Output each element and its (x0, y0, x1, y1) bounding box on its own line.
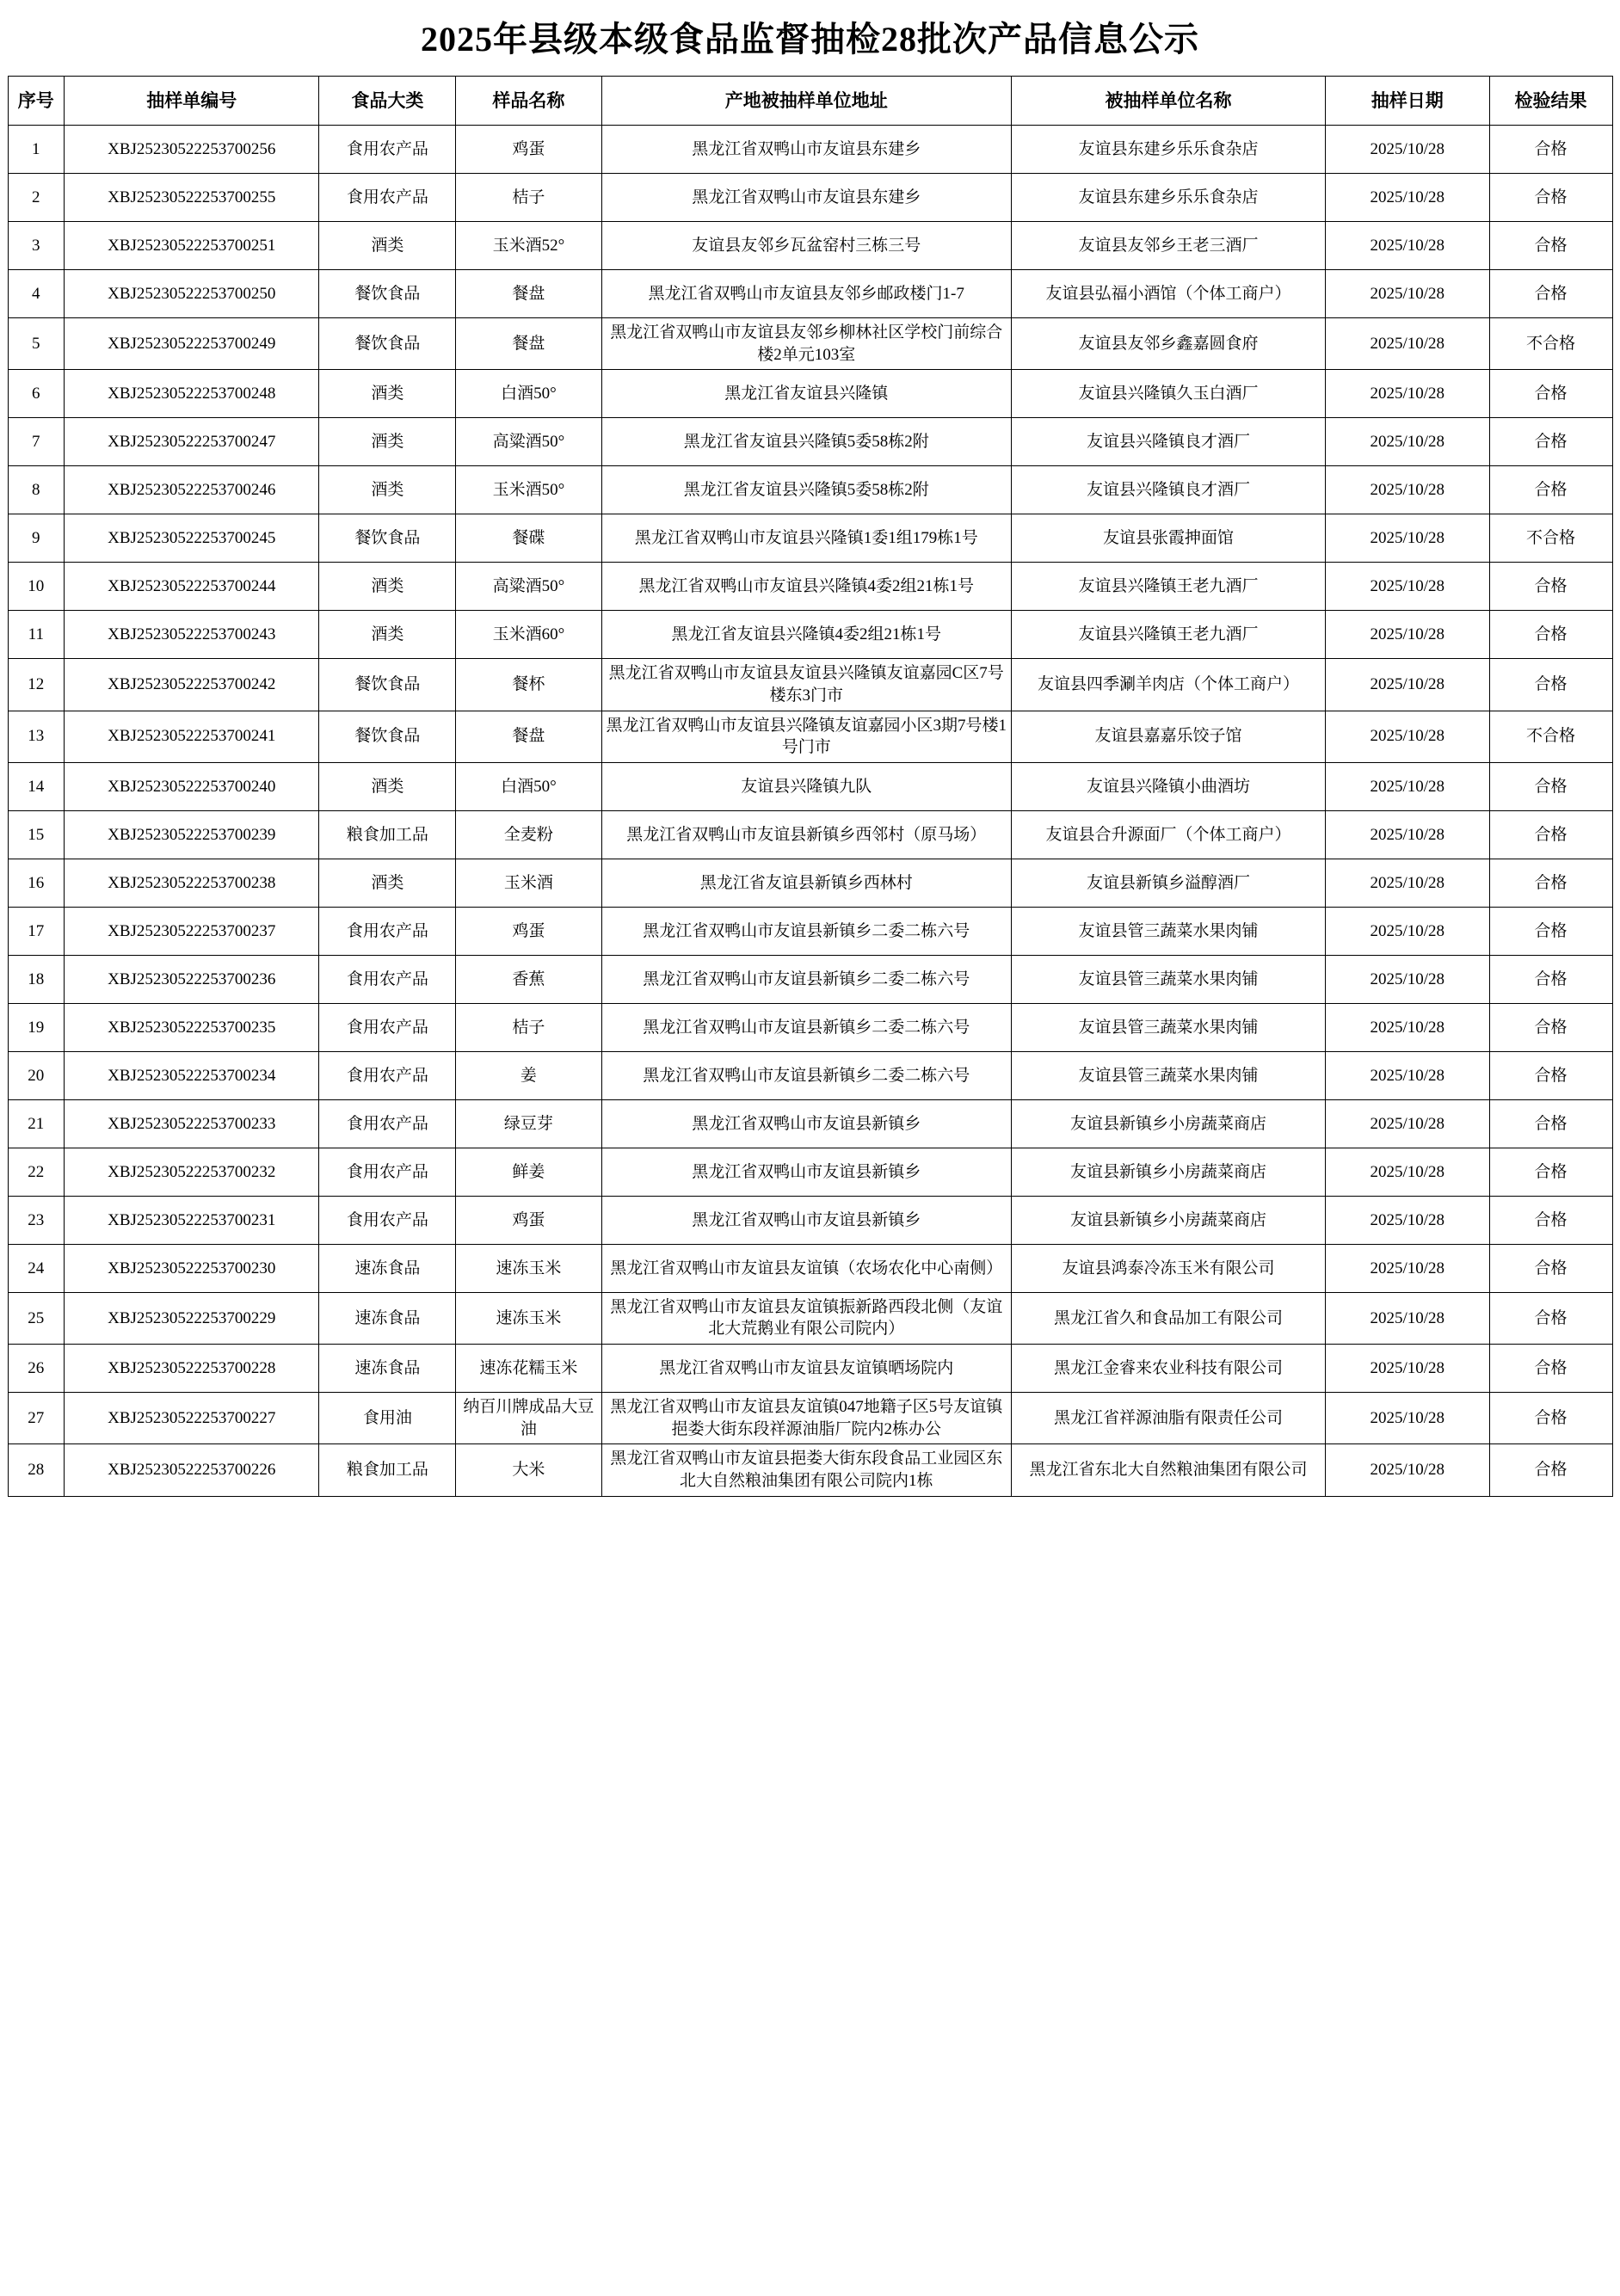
cell-index: 10 (8, 563, 65, 611)
cell-address: 黑龙江省双鸭山市友谊县友谊镇（农场农化中心南侧） (601, 1244, 1011, 1292)
cell-address: 黑龙江省双鸭山市友谊县兴隆镇4委2组21栋1号 (601, 563, 1011, 611)
cell-food-category: 食用农产品 (319, 1148, 456, 1196)
cell-index: 27 (8, 1393, 65, 1444)
cell-unit-name: 友谊县鸿泰冷冻玉米有限公司 (1011, 1244, 1325, 1292)
cell-food-category: 食用油 (319, 1393, 456, 1444)
cell-food-category: 酒类 (319, 370, 456, 418)
cell-food-category: 餐饮食品 (319, 270, 456, 318)
cell-sampling-date: 2025/10/28 (1326, 907, 1490, 955)
cell-unit-name: 友谊县张霞抻面馆 (1011, 514, 1325, 563)
cell-result: 合格 (1489, 1244, 1612, 1292)
cell-sample-name: 玉米酒60° (456, 611, 601, 659)
cell-food-category: 速冻食品 (319, 1345, 456, 1393)
cell-food-category: 餐饮食品 (319, 659, 456, 711)
cell-food-category: 酒类 (319, 222, 456, 270)
table-row (8, 466, 1612, 514)
cell-sampling-code: XBJ25230522253700226 (65, 1444, 319, 1496)
cell-address: 黑龙江省双鸭山市友谊县新镇乡二委二栋六号 (601, 1003, 1011, 1051)
cell-food-category: 粮食加工品 (319, 810, 456, 859)
cell-sampling-date: 2025/10/28 (1326, 1244, 1490, 1292)
table-row (8, 762, 1612, 810)
cell-address: 黑龙江省双鸭山市友谊县友谊镇振新路西段北侧（友谊北大荒鹅业有限公司院内） (601, 1292, 1011, 1344)
inspection-results-table (8, 76, 1613, 1497)
cell-result: 合格 (1489, 1051, 1612, 1099)
cell-result: 合格 (1489, 174, 1612, 222)
cell-food-category: 食用农产品 (319, 126, 456, 174)
cell-sample-name: 大米 (456, 1444, 601, 1496)
cell-sample-name: 速冻花糯玉米 (456, 1345, 601, 1393)
cell-food-category: 食用农产品 (319, 907, 456, 955)
cell-food-category: 粮食加工品 (319, 1444, 456, 1496)
cell-unit-name: 友谊县兴隆镇良才酒厂 (1011, 466, 1325, 514)
cell-result: 合格 (1489, 126, 1612, 174)
cell-sample-name: 餐盘 (456, 318, 601, 370)
cell-result: 合格 (1489, 1345, 1612, 1393)
cell-sampling-code: XBJ25230522253700236 (65, 955, 319, 1003)
cell-food-category: 餐饮食品 (319, 318, 456, 370)
cell-address: 黑龙江省双鸭山市友谊县友邻乡柳林社区学校门前综合楼2单元103室 (601, 318, 1011, 370)
cell-index: 4 (8, 270, 65, 318)
cell-index: 15 (8, 810, 65, 859)
cell-unit-name: 友谊县新镇乡小房蔬菜商店 (1011, 1148, 1325, 1196)
cell-unit-name: 友谊县东建乡乐乐食杂店 (1011, 174, 1325, 222)
cell-result: 合格 (1489, 762, 1612, 810)
column-header-sampling-code: 抽样单编号 (65, 77, 319, 126)
cell-sampling-code: XBJ25230522253700249 (65, 318, 319, 370)
cell-address: 友谊县兴隆镇九队 (601, 762, 1011, 810)
cell-sampling-code: XBJ25230522253700237 (65, 907, 319, 955)
table-row (8, 126, 1612, 174)
column-header-address: 产地被抽样单位地址 (601, 77, 1011, 126)
cell-sample-name: 高粱酒50° (456, 418, 601, 466)
cell-index: 20 (8, 1051, 65, 1099)
cell-result: 合格 (1489, 810, 1612, 859)
table-row (8, 955, 1612, 1003)
cell-sample-name: 餐杯 (456, 659, 601, 711)
table-row (8, 859, 1612, 907)
table-row (8, 370, 1612, 418)
table-row (8, 659, 1612, 711)
cell-sample-name: 鲜姜 (456, 1148, 601, 1196)
cell-result: 合格 (1489, 1393, 1612, 1444)
cell-food-category: 速冻食品 (319, 1292, 456, 1344)
cell-index: 26 (8, 1345, 65, 1393)
cell-food-category: 食用农产品 (319, 1051, 456, 1099)
cell-address: 黑龙江省双鸭山市友谊县友谊县兴隆镇友谊嘉园C区7号楼东3门市 (601, 659, 1011, 711)
cell-index: 23 (8, 1196, 65, 1244)
cell-unit-name: 黑龙江金睿来农业科技有限公司 (1011, 1345, 1325, 1393)
cell-unit-name: 友谊县兴隆镇王老九酒厂 (1011, 611, 1325, 659)
cell-sample-name: 全麦粉 (456, 810, 601, 859)
cell-sample-name: 鸡蛋 (456, 907, 601, 955)
table-row (8, 907, 1612, 955)
cell-sampling-code: XBJ25230522253700227 (65, 1393, 319, 1444)
cell-result: 不合格 (1489, 514, 1612, 563)
cell-result: 合格 (1489, 1196, 1612, 1244)
cell-sampling-date: 2025/10/28 (1326, 659, 1490, 711)
cell-index: 13 (8, 711, 65, 762)
column-header-index: 序号 (8, 77, 65, 126)
table-row (8, 563, 1612, 611)
cell-sampling-date: 2025/10/28 (1326, 418, 1490, 466)
cell-address: 黑龙江省双鸭山市友谊县新镇乡二委二栋六号 (601, 907, 1011, 955)
cell-address: 黑龙江省友谊县兴隆镇4委2组21栋1号 (601, 611, 1011, 659)
cell-food-category: 酒类 (319, 563, 456, 611)
table-row (8, 1444, 1612, 1496)
cell-index: 28 (8, 1444, 65, 1496)
page-title: 2025年县级本级食品监督抽检28批次产品信息公示 (421, 20, 1199, 58)
cell-sampling-date: 2025/10/28 (1326, 174, 1490, 222)
cell-sampling-date: 2025/10/28 (1326, 1444, 1490, 1496)
cell-address: 黑龙江省双鸭山市友谊县友邻乡邮政楼门1-7 (601, 270, 1011, 318)
cell-sampling-code: XBJ25230522253700243 (65, 611, 319, 659)
cell-sampling-code: XBJ25230522253700250 (65, 270, 319, 318)
cell-sample-name: 香蕉 (456, 955, 601, 1003)
cell-address: 黑龙江省双鸭山市友谊县新镇乡西邻村（原马场） (601, 810, 1011, 859)
cell-sampling-code: XBJ25230522253700238 (65, 859, 319, 907)
cell-sampling-date: 2025/10/28 (1326, 1393, 1490, 1444)
cell-sampling-date: 2025/10/28 (1326, 810, 1490, 859)
cell-address: 黑龙江省友谊县兴隆镇5委58栋2附 (601, 418, 1011, 466)
cell-index: 19 (8, 1003, 65, 1051)
cell-sample-name: 高粱酒50° (456, 563, 601, 611)
cell-sampling-date: 2025/10/28 (1326, 370, 1490, 418)
cell-index: 24 (8, 1244, 65, 1292)
cell-food-category: 速冻食品 (319, 1244, 456, 1292)
cell-sample-name: 餐碟 (456, 514, 601, 563)
cell-address: 友谊县友邻乡瓦盆窑村三栋三号 (601, 222, 1011, 270)
cell-sampling-date: 2025/10/28 (1326, 270, 1490, 318)
cell-sampling-date: 2025/10/28 (1326, 1051, 1490, 1099)
cell-sample-name: 桔子 (456, 174, 601, 222)
table-row (8, 222, 1612, 270)
cell-unit-name: 友谊县嘉嘉乐饺子馆 (1011, 711, 1325, 762)
cell-food-category: 食用农产品 (319, 955, 456, 1003)
cell-sample-name: 白酒50° (456, 370, 601, 418)
cell-sampling-date: 2025/10/28 (1326, 1345, 1490, 1393)
cell-unit-name: 友谊县兴隆镇王老九酒厂 (1011, 563, 1325, 611)
cell-food-category: 餐饮食品 (319, 711, 456, 762)
cell-result: 合格 (1489, 1444, 1612, 1496)
cell-food-category: 食用农产品 (319, 1003, 456, 1051)
column-header-sample-name: 样品名称 (456, 77, 601, 126)
cell-address: 黑龙江省双鸭山市友谊县新镇乡 (601, 1099, 1011, 1148)
cell-sample-name: 纳百川牌成品大豆油 (456, 1393, 601, 1444)
cell-food-category: 酒类 (319, 418, 456, 466)
cell-unit-name: 友谊县管三蔬菜水果肉铺 (1011, 907, 1325, 955)
cell-sampling-code: XBJ25230522253700234 (65, 1051, 319, 1099)
table-header-row (8, 77, 1612, 126)
cell-sampling-code: XBJ25230522253700232 (65, 1148, 319, 1196)
cell-sample-name: 桔子 (456, 1003, 601, 1051)
cell-result: 合格 (1489, 1099, 1612, 1148)
cell-result: 合格 (1489, 907, 1612, 955)
cell-result: 不合格 (1489, 711, 1612, 762)
cell-sample-name: 鸡蛋 (456, 126, 601, 174)
cell-food-category: 酒类 (319, 762, 456, 810)
table-row (8, 270, 1612, 318)
cell-sample-name: 鸡蛋 (456, 1196, 601, 1244)
cell-sampling-code: XBJ25230522253700242 (65, 659, 319, 711)
cell-result: 合格 (1489, 466, 1612, 514)
cell-address: 黑龙江省双鸭山市友谊县友谊镇晒场院内 (601, 1345, 1011, 1393)
cell-sampling-date: 2025/10/28 (1326, 711, 1490, 762)
table-row (8, 810, 1612, 859)
cell-result: 合格 (1489, 1148, 1612, 1196)
cell-sampling-code: XBJ25230522253700239 (65, 810, 319, 859)
table-row (8, 611, 1612, 659)
cell-sampling-date: 2025/10/28 (1326, 762, 1490, 810)
cell-sampling-code: XBJ25230522253700230 (65, 1244, 319, 1292)
cell-index: 1 (8, 126, 65, 174)
cell-sampling-code: XBJ25230522253700228 (65, 1345, 319, 1393)
cell-result: 合格 (1489, 222, 1612, 270)
cell-address: 黑龙江省友谊县兴隆镇 (601, 370, 1011, 418)
cell-sampling-date: 2025/10/28 (1326, 1196, 1490, 1244)
cell-unit-name: 友谊县新镇乡小房蔬菜商店 (1011, 1196, 1325, 1244)
cell-sample-name: 速冻玉米 (456, 1244, 601, 1292)
cell-sampling-date: 2025/10/28 (1326, 222, 1490, 270)
table-row (8, 418, 1612, 466)
column-header-sampling-date: 抽样日期 (1326, 77, 1490, 126)
cell-unit-name: 友谊县友邻乡鑫嘉圆食府 (1011, 318, 1325, 370)
cell-index: 11 (8, 611, 65, 659)
cell-result: 合格 (1489, 659, 1612, 711)
cell-sample-name: 绿豆芽 (456, 1099, 601, 1148)
cell-sampling-date: 2025/10/28 (1326, 126, 1490, 174)
cell-address: 黑龙江省双鸭山市友谊县挹娄大街东段食品工业园区东北大自然粮油集团有限公司院内1栋 (601, 1444, 1011, 1496)
cell-sampling-code: XBJ25230522253700240 (65, 762, 319, 810)
cell-unit-name: 友谊县新镇乡溢醇酒厂 (1011, 859, 1325, 907)
cell-index: 8 (8, 466, 65, 514)
table-row (8, 1196, 1612, 1244)
cell-index: 3 (8, 222, 65, 270)
table-row (8, 174, 1612, 222)
table-row (8, 1051, 1612, 1099)
cell-food-category: 酒类 (319, 611, 456, 659)
cell-sampling-date: 2025/10/28 (1326, 1292, 1490, 1344)
cell-unit-name: 友谊县合升源面厂（个体工商户） (1011, 810, 1325, 859)
column-header-food-category: 食品大类 (319, 77, 456, 126)
cell-sample-name: 餐盘 (456, 270, 601, 318)
table-header (8, 77, 1612, 126)
table-row (8, 1345, 1612, 1393)
cell-sampling-code: XBJ25230522253700255 (65, 174, 319, 222)
cell-sampling-date: 2025/10/28 (1326, 466, 1490, 514)
cell-sampling-code: XBJ25230522253700241 (65, 711, 319, 762)
cell-food-category: 食用农产品 (319, 174, 456, 222)
cell-unit-name: 友谊县弘福小酒馆（个体工商户） (1011, 270, 1325, 318)
cell-result: 合格 (1489, 370, 1612, 418)
cell-address: 黑龙江省双鸭山市友谊县兴隆镇1委1组179栋1号 (601, 514, 1011, 563)
cell-index: 25 (8, 1292, 65, 1344)
table-row (8, 514, 1612, 563)
cell-index: 9 (8, 514, 65, 563)
cell-sampling-date: 2025/10/28 (1326, 318, 1490, 370)
cell-sampling-code: XBJ25230522253700245 (65, 514, 319, 563)
cell-unit-name: 友谊县四季涮羊肉店（个体工商户） (1011, 659, 1325, 711)
table-row (8, 1244, 1612, 1292)
cell-sampling-date: 2025/10/28 (1326, 859, 1490, 907)
cell-sample-name: 玉米酒 (456, 859, 601, 907)
cell-unit-name: 友谊县新镇乡小房蔬菜商店 (1011, 1099, 1325, 1148)
cell-unit-name: 黑龙江省祥源油脂有限责任公司 (1011, 1393, 1325, 1444)
cell-sample-name: 姜 (456, 1051, 601, 1099)
cell-result: 合格 (1489, 563, 1612, 611)
cell-unit-name: 友谊县管三蔬菜水果肉铺 (1011, 955, 1325, 1003)
cell-sample-name: 玉米酒50° (456, 466, 601, 514)
cell-index: 12 (8, 659, 65, 711)
cell-unit-name: 友谊县东建乡乐乐食杂店 (1011, 126, 1325, 174)
cell-address: 黑龙江省双鸭山市友谊县东建乡 (601, 174, 1011, 222)
column-header-unit-name: 被抽样单位名称 (1011, 77, 1325, 126)
cell-food-category: 餐饮食品 (319, 514, 456, 563)
cell-result: 合格 (1489, 955, 1612, 1003)
table-row (8, 1148, 1612, 1196)
cell-address: 黑龙江省双鸭山市友谊县兴隆镇友谊嘉园小区3期7号楼1号门市 (601, 711, 1011, 762)
cell-sampling-code: XBJ25230522253700244 (65, 563, 319, 611)
column-header-result: 检验结果 (1489, 77, 1612, 126)
cell-address: 黑龙江省友谊县新镇乡西林村 (601, 859, 1011, 907)
cell-sample-name: 白酒50° (456, 762, 601, 810)
cell-sampling-date: 2025/10/28 (1326, 611, 1490, 659)
cell-index: 5 (8, 318, 65, 370)
cell-address: 黑龙江省双鸭山市友谊县新镇乡 (601, 1196, 1011, 1244)
cell-sampling-date: 2025/10/28 (1326, 514, 1490, 563)
cell-index: 7 (8, 418, 65, 466)
cell-index: 17 (8, 907, 65, 955)
cell-address: 黑龙江省双鸭山市友谊县新镇乡 (601, 1148, 1011, 1196)
cell-sampling-code: XBJ25230522253700231 (65, 1196, 319, 1244)
cell-unit-name: 友谊县管三蔬菜水果肉铺 (1011, 1003, 1325, 1051)
cell-index: 6 (8, 370, 65, 418)
cell-food-category: 食用农产品 (319, 1196, 456, 1244)
table-row (8, 1292, 1612, 1344)
cell-address: 黑龙江省双鸭山市友谊县东建乡 (601, 126, 1011, 174)
cell-sampling-date: 2025/10/28 (1326, 1099, 1490, 1148)
cell-index: 21 (8, 1099, 65, 1148)
cell-food-category: 酒类 (319, 466, 456, 514)
cell-sampling-code: XBJ25230522253700235 (65, 1003, 319, 1051)
cell-result: 合格 (1489, 1292, 1612, 1344)
table-row (8, 1003, 1612, 1051)
cell-result: 不合格 (1489, 318, 1612, 370)
cell-unit-name: 黑龙江省东北大自然粮油集团有限公司 (1011, 1444, 1325, 1496)
cell-food-category: 酒类 (319, 859, 456, 907)
cell-result: 合格 (1489, 859, 1612, 907)
cell-unit-name: 友谊县兴隆镇久玉白酒厂 (1011, 370, 1325, 418)
table-row (8, 711, 1612, 762)
cell-sampling-date: 2025/10/28 (1326, 955, 1490, 1003)
cell-index: 2 (8, 174, 65, 222)
cell-sample-name: 速冻玉米 (456, 1292, 601, 1344)
cell-unit-name: 友谊县管三蔬菜水果肉铺 (1011, 1051, 1325, 1099)
cell-index: 18 (8, 955, 65, 1003)
cell-sample-name: 餐盘 (456, 711, 601, 762)
cell-unit-name: 友谊县兴隆镇良才酒厂 (1011, 418, 1325, 466)
cell-unit-name: 友谊县友邻乡王老三酒厂 (1011, 222, 1325, 270)
cell-address: 黑龙江省双鸭山市友谊县新镇乡二委二栋六号 (601, 1051, 1011, 1099)
cell-index: 22 (8, 1148, 65, 1196)
table-row (8, 318, 1612, 370)
cell-sampling-date: 2025/10/28 (1326, 563, 1490, 611)
cell-sampling-code: XBJ25230522253700247 (65, 418, 319, 466)
table-row (8, 1099, 1612, 1148)
cell-index: 16 (8, 859, 65, 907)
cell-food-category: 食用农产品 (319, 1099, 456, 1148)
cell-sampling-code: XBJ25230522253700256 (65, 126, 319, 174)
cell-sampling-code: XBJ25230522253700233 (65, 1099, 319, 1148)
cell-result: 合格 (1489, 418, 1612, 466)
table-row (8, 1393, 1612, 1444)
cell-sampling-code: XBJ25230522253700246 (65, 466, 319, 514)
cell-index: 14 (8, 762, 65, 810)
cell-sampling-code: XBJ25230522253700248 (65, 370, 319, 418)
cell-sample-name: 玉米酒52° (456, 222, 601, 270)
cell-address: 黑龙江省双鸭山市友谊县友谊镇047地籍子区5号友谊镇挹娄大街东段祥源油脂厂院内2栋办公 (601, 1393, 1011, 1444)
cell-sampling-code: XBJ25230522253700251 (65, 222, 319, 270)
cell-unit-name: 友谊县兴隆镇小曲酒坊 (1011, 762, 1325, 810)
cell-sampling-date: 2025/10/28 (1326, 1003, 1490, 1051)
cell-sampling-code: XBJ25230522253700229 (65, 1292, 319, 1344)
cell-address: 黑龙江省双鸭山市友谊县新镇乡二委二栋六号 (601, 955, 1011, 1003)
cell-result: 合格 (1489, 611, 1612, 659)
cell-unit-name: 黑龙江省久和食品加工有限公司 (1011, 1292, 1325, 1344)
cell-address: 黑龙江省友谊县兴隆镇5委58栋2附 (601, 466, 1011, 514)
table-body (8, 126, 1612, 1497)
cell-result: 合格 (1489, 270, 1612, 318)
cell-sampling-date: 2025/10/28 (1326, 1148, 1490, 1196)
cell-result: 合格 (1489, 1003, 1612, 1051)
